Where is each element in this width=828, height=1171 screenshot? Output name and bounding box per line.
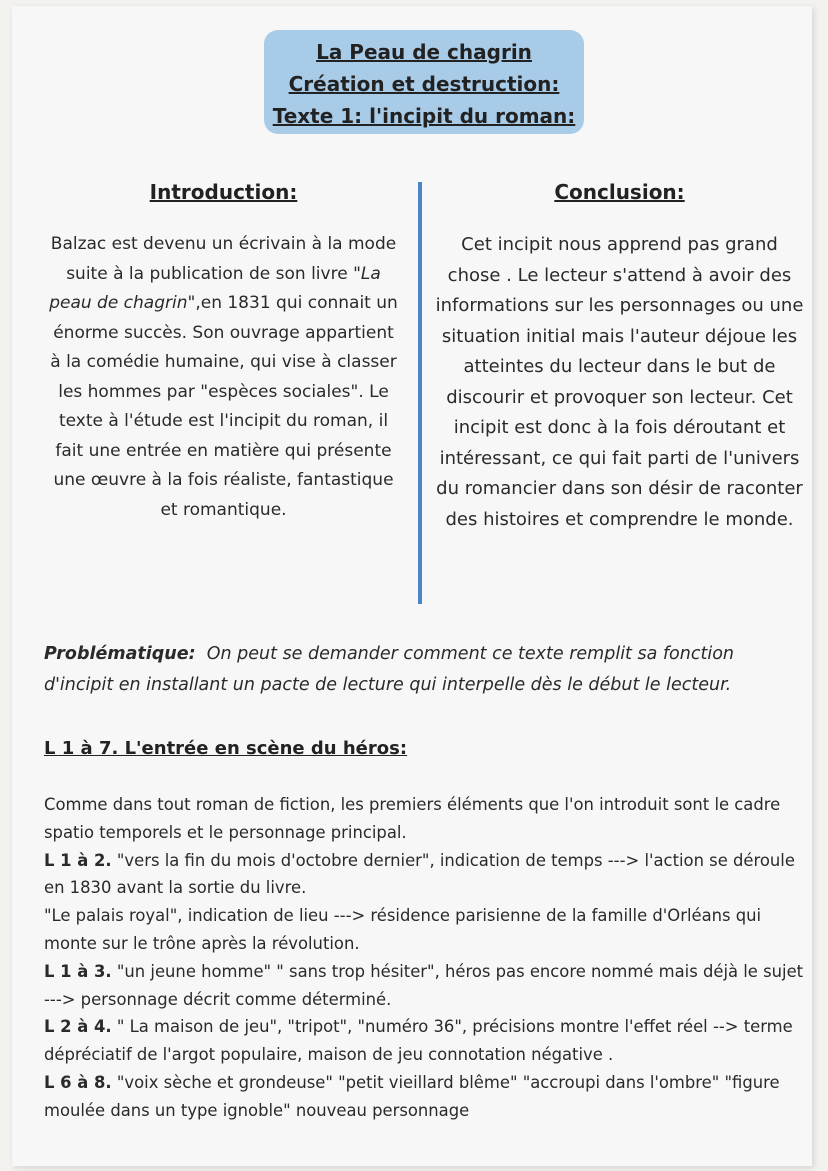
line-ref: L 2 à 4. (44, 1017, 112, 1037)
entry-text: " La maison de jeu", "tripot", "numéro 36", précisions montre l'effet réel --> terme dépréciatif de l'argot populaire, maison de jeu connotation négative . (44, 1017, 793, 1065)
introduction-text-start: Balzac est devenu un écrivain à la mode suite à la publication de son livre (50, 234, 397, 284)
conclusion-text: Cet incipit nous apprend pas grand chose . Le lecteur s'attend à avoir des informations sur les personnages ou une situation initial mais l'auteur déjoue les atteintes du lecteur dans le but de discourir et provoquer son lecteur. Cet incipit est donc à la fois déroutant et intéressant, ce qui fait parti de l'univers du romancier dans son désir de raconter des histoires et comprendre le monde. (435, 234, 804, 530)
column-divider (418, 182, 422, 604)
entry-text: "Le palais royal", indication de lieu ---> résidence parisienne de la famille d'Orléans qui monte sur le trône après la révolution. (44, 906, 762, 953)
title-line-2: Création et destruction: (288, 72, 560, 96)
conclusion-heading: Conclusion: (554, 180, 685, 204)
problematique-text: On peut se demander comment ce texte remplit sa fonction d'incipit en installant un pacte de lecture qui interpelle dès le début le lecteur. (44, 644, 734, 695)
title-line-1: La Peau de chagrin (316, 40, 532, 64)
document-page (12, 6, 812, 1166)
entry-text: "voix sèche et grondeuse" "petit vieillard blême" "accroupi dans l'ombre" "figure moulée dans un type ignoble" nouveau personnage (44, 1072, 780, 1120)
introduction-text-end: ,en 1831 qui connait un énorme succès. Son ouvrage appartient à la comédie humaine, qui vise à classer les hommes par "espèces sociales". Le texte à l'étude est l'incipit du roman, il fait une entrée en matière qui présente une œuvre à la fois réaliste, fantastique et romantique. (50, 293, 398, 520)
introduction-column (46, 176, 401, 525)
title-line-3: Texte 1: l'incipit du roman: (272, 104, 576, 128)
title-banner (264, 30, 584, 134)
analysis-entry (44, 958, 804, 1014)
section-intro: Comme dans tout roman de fiction, les premiers éléments que l'on introduit sont le cadre spatio temporels et le personnage principal. (44, 795, 781, 842)
entry-text: "un jeune homme" " sans trop hésiter", héros pas encore nommé mais déjà le sujet ---> personnage décrit comme déterminé. (44, 961, 804, 1009)
section-body (44, 791, 804, 1125)
introduction-text (46, 230, 401, 525)
entry-text: "vers la fin du mois d'octobre dernier", indication de temps ---> l'action se déroule en 1830 avant la sortie du livre. (44, 850, 795, 898)
book-title: "La peau de chagrin" (49, 263, 381, 313)
line-ref: L 6 à 8. (44, 1072, 112, 1092)
problematique (44, 639, 804, 701)
introduction-heading: Introduction: (149, 180, 298, 204)
line-ref: L 1 à 2. (44, 850, 112, 870)
line-ref: L 1 à 3. (44, 961, 112, 981)
analysis-entry (44, 847, 804, 903)
analysis-entry (44, 1069, 804, 1125)
analysis-entry (44, 1013, 804, 1069)
conclusion-column (432, 176, 807, 535)
section-title: L 1 à 7. L'entrée en scène du héros: (44, 738, 408, 759)
analysis-entry (44, 902, 804, 958)
problematique-label: Problématique: (44, 644, 196, 664)
